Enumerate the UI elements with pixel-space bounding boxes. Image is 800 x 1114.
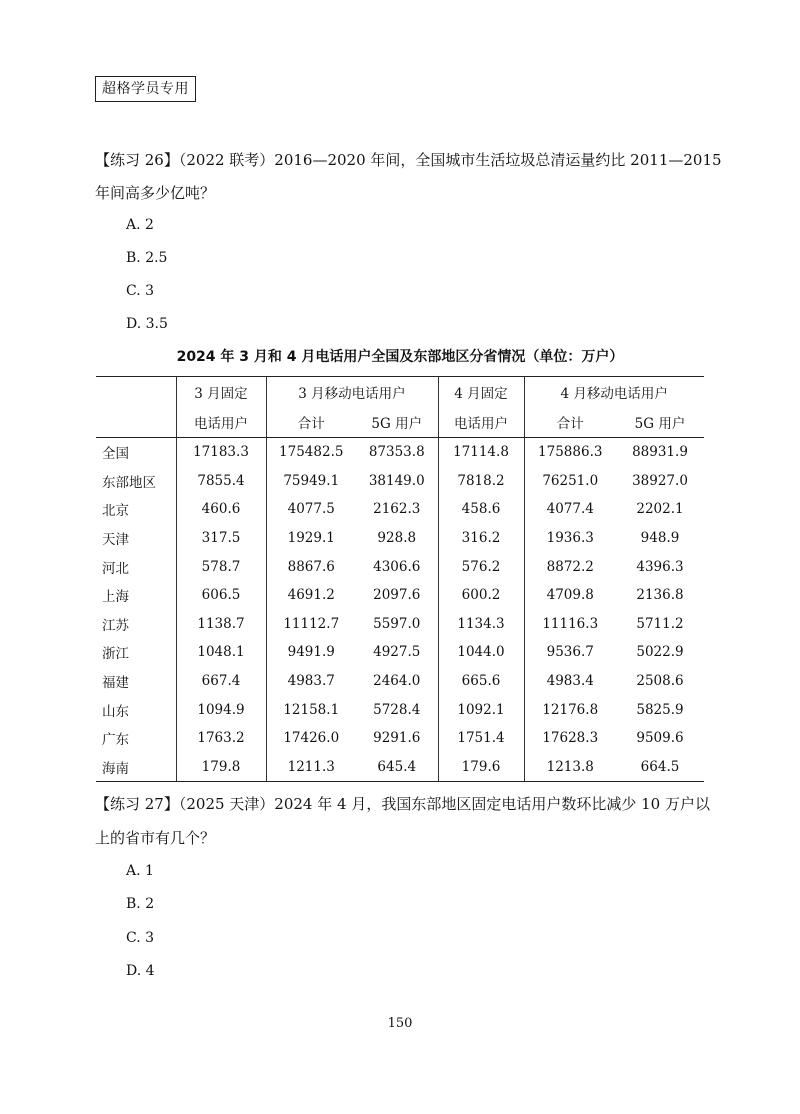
table-row — [96, 610, 704, 639]
value-cell: 4306.6 — [373, 558, 421, 575]
q26-text-line1: 【练习 26】（2022 联考）2016—2020 年间，全国城市生活垃圾总清运量约比 2011—2015 — [95, 151, 722, 169]
header-apr-mobile: 4 月移动电话用户 — [524, 377, 704, 408]
value-cell: 1929.1 — [266, 524, 356, 553]
region-name-cell: 浙江 — [102, 646, 129, 663]
value-cell: 76251.0 — [524, 467, 616, 496]
table-row — [96, 724, 704, 753]
student-only-stamp: 超格学员专用 — [95, 76, 196, 102]
region-name-cell: 河北 — [102, 560, 129, 577]
value-cell: 7818.2 — [438, 467, 524, 496]
value-cell: 9536.7 — [524, 638, 616, 667]
value-cell: 38927.0 — [632, 472, 688, 489]
header-mar-fixed: 3 月固定 — [176, 377, 266, 408]
q27-option-a: A. 1 — [126, 863, 154, 879]
table-header-row-1 — [96, 377, 704, 408]
value-cell: 2508.6 — [636, 673, 684, 690]
q27-option-d: D. 4 — [126, 963, 155, 979]
header-blank-cell — [96, 377, 176, 438]
header-apr-total: 合计 — [524, 407, 616, 438]
value-cell: 17183.3 — [176, 438, 266, 467]
q26-option-b: B. 2.5 — [126, 250, 168, 266]
table-row — [96, 753, 704, 782]
value-cell: 1936.3 — [524, 524, 616, 553]
value-cell: 4691.2 — [266, 581, 356, 610]
value-cell: 11112.7 — [266, 610, 356, 639]
q27-option-b: B. 2 — [126, 896, 155, 912]
value-cell: 75949.1 — [266, 467, 356, 496]
value-cell: 2136.8 — [636, 587, 684, 604]
value-cell: 179.8 — [176, 753, 266, 782]
value-cell: 948.9 — [640, 530, 680, 547]
page-number: 150 — [387, 1016, 413, 1031]
value-cell: 460.6 — [176, 495, 266, 524]
table-row — [96, 438, 704, 467]
value-cell: 5022.9 — [636, 644, 684, 661]
value-cell: 87353.8 — [368, 444, 425, 461]
value-cell: 4077.5 — [266, 495, 356, 524]
value-cell: 1048.1 — [176, 638, 266, 667]
value-cell: 4709.8 — [524, 581, 616, 610]
value-cell: 5728.4 — [373, 701, 421, 718]
phone-users-table — [96, 376, 704, 782]
value-cell: 2097.6 — [373, 587, 421, 604]
value-cell: 2202.1 — [636, 501, 684, 518]
value-cell: 665.6 — [438, 667, 524, 696]
region-name-cell: 山东 — [102, 703, 129, 720]
q26-option-d: D. 3.5 — [126, 316, 168, 332]
header-mar-mobile: 3 月移动电话用户 — [266, 377, 438, 408]
header-mar-5g: 5G 用户 — [356, 407, 438, 438]
value-cell: 645.4 — [356, 753, 438, 782]
q27-option-c: C. 3 — [126, 930, 155, 946]
region-name-cell: 上海 — [102, 589, 129, 606]
region-name-cell: 全国 — [102, 446, 129, 463]
value-cell: 317.5 — [176, 524, 266, 553]
region-name-cell: 广东 — [102, 732, 129, 749]
table-row — [96, 667, 704, 696]
value-cell: 8872.2 — [524, 552, 616, 581]
value-cell: 175482.5 — [266, 438, 356, 467]
region-name-cell: 江苏 — [102, 617, 129, 634]
region-name-cell: 东部地区 — [102, 474, 156, 491]
value-cell: 38149.0 — [368, 472, 425, 489]
value-cell: 7855.4 — [176, 467, 266, 496]
value-cell: 928.8 — [377, 530, 417, 547]
header-apr-fixed-sub: 电话用户 — [438, 407, 524, 438]
table-row — [96, 524, 704, 553]
value-cell: 9291.6 — [373, 730, 421, 747]
value-cell: 600.2 — [438, 581, 524, 610]
value-cell: 1094.9 — [176, 695, 266, 724]
value-cell: 4927.5 — [373, 644, 421, 661]
value-cell: 1211.3 — [266, 753, 356, 782]
value-cell: 5711.2 — [636, 615, 684, 632]
q26-option-a: A. 2 — [126, 217, 154, 233]
value-cell: 4983.4 — [524, 667, 616, 696]
value-cell: 2162.3 — [373, 501, 421, 518]
table-row — [96, 495, 704, 524]
region-name-cell: 北京 — [102, 503, 129, 520]
value-cell: 4396.3 — [636, 558, 684, 575]
header-apr-5g: 5G 用户 — [616, 407, 704, 438]
value-cell: 4983.7 — [266, 667, 356, 696]
header-mar-fixed-sub: 电话用户 — [176, 407, 266, 438]
value-cell: 606.5 — [176, 581, 266, 610]
header-apr-fixed: 4 月固定 — [438, 377, 524, 408]
q26-text-line2: 年间高多少亿吨？ — [95, 184, 216, 202]
value-cell: 4077.4 — [524, 495, 616, 524]
value-cell: 5597.0 — [373, 615, 421, 632]
value-cell: 175886.3 — [524, 438, 616, 467]
value-cell: 1213.8 — [524, 753, 616, 782]
value-cell: 664.5 — [616, 753, 704, 782]
table-row — [96, 695, 704, 724]
value-cell: 17426.0 — [266, 724, 356, 753]
value-cell: 9509.6 — [636, 730, 684, 747]
value-cell: 179.6 — [438, 753, 524, 782]
value-cell: 458.6 — [438, 495, 524, 524]
region-name-cell: 福建 — [102, 675, 129, 692]
value-cell: 88931.9 — [632, 444, 688, 461]
value-cell: 12158.1 — [266, 695, 356, 724]
value-cell: 2464.0 — [373, 673, 421, 690]
table-row — [96, 638, 704, 667]
value-cell: 1044.0 — [438, 638, 524, 667]
value-cell: 11116.3 — [524, 610, 616, 639]
table-title: 2024 年 3 月和 4 月电话用户全国及东部地区分省情况（单位：万户） — [176, 349, 624, 365]
value-cell: 1138.7 — [176, 610, 266, 639]
header-mar-total: 合计 — [266, 407, 356, 438]
value-cell: 576.2 — [438, 552, 524, 581]
value-cell: 5825.9 — [636, 701, 684, 718]
value-cell: 578.7 — [176, 552, 266, 581]
value-cell: 1751.4 — [438, 724, 524, 753]
value-cell: 12176.8 — [524, 695, 616, 724]
value-cell: 17628.3 — [524, 724, 616, 753]
q26-option-c: C. 3 — [126, 283, 155, 299]
value-cell: 1134.3 — [438, 610, 524, 639]
table-row — [96, 552, 704, 581]
table-row — [96, 581, 704, 610]
value-cell: 667.4 — [176, 667, 266, 696]
value-cell: 17114.8 — [438, 438, 524, 467]
value-cell: 9491.9 — [266, 638, 356, 667]
table-row — [96, 467, 704, 496]
value-cell: 1092.1 — [438, 695, 524, 724]
table-header-row-2 — [96, 407, 704, 438]
value-cell: 8867.6 — [266, 552, 356, 581]
value-cell: 1763.2 — [176, 724, 266, 753]
q27-text-line2: 上的省市有几个？ — [95, 829, 216, 847]
region-name-cell: 海南 — [96, 753, 176, 782]
q27-text-line1: 【练习 27】（2025 天津）2024 年 4 月，我国东部地区固定电话用户数环比减少 10 万户以 — [95, 795, 710, 813]
region-name-cell: 天津 — [102, 532, 129, 549]
value-cell: 316.2 — [438, 524, 524, 553]
